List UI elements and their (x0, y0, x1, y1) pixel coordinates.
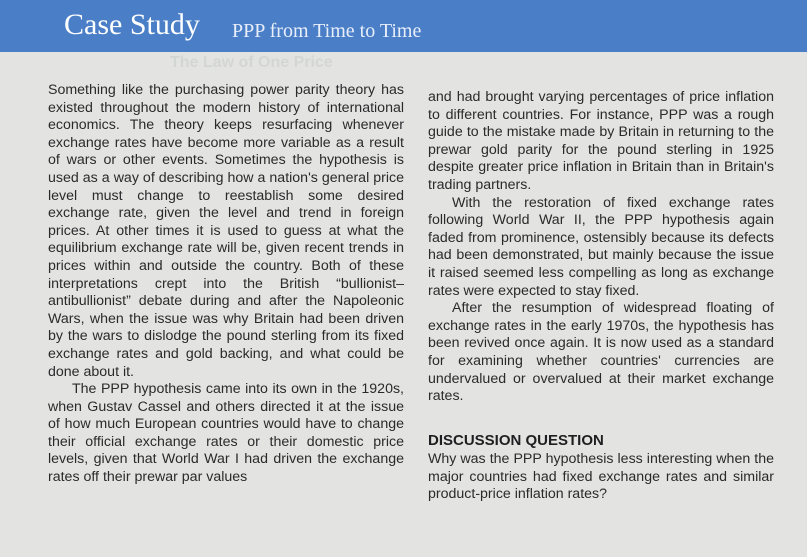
case-study-subtitle: PPP from Time to Time (232, 20, 422, 42)
paragraph-continuation: and had brought varying percentages of price inflation to different countries. For instance, PPP was a rough guide to the mistake made by Britain in returning to the prewar gold parity for the pound sterling in 1925 despite greater price inflation in Britain than in Britain's trading partners. (428, 89, 774, 193)
discussion-question-text: Why was the PPP hypothesis less interesting when the major countries had fixed exchange rates and similar product-price inflation rates? (428, 451, 774, 503)
paragraph-floating-rates: After the resumption of widespread floating of exchange rates in the early 1970s, the hypothesis has been revived once again. It is now used as a standard for examining whether countries' currencies are undervalued or overvalued at their market exchange rates. (428, 300, 774, 405)
case-study-header (0, 0, 807, 52)
left-text-column (48, 82, 404, 487)
paragraph-history: Something like the purchasing power parity theory has existed throughout the modern history of international economics. The theory keeps resurfacing whenever exchange rates have become more variable as a result of wars or other events. Sometimes the hypothesis is used as a way of describing how a nation's general price level must change to reestablish some desired exchange rate, given the level and trend in foreign prices. At other times it is used to guess at what the equilibrium exchange rate will be, given recent trends in prices within and outside the country. Both of these interpretations crept into the British “bullionist–antibullionist” debate during and after the Napoleonic Wars, when the issue was why Britain had been driven by the wars to dislodge the pound sterling from its fixed exchange rates and gold backing, and what could be done about it. (48, 82, 404, 380)
faded-background-heading: The Law of One Price (170, 54, 333, 71)
case-study-title: Case Study (64, 8, 200, 41)
right-text-column (428, 89, 774, 504)
paragraph-postwar: With the restoration of fixed exchange rates following World War II, the PPP hypothesis again faded from prominence, ostensibly because its defects had been demonstrated, but mainly because the issue it raised seemed less compelling as long as exchange rates were expected to stay fixed. (428, 194, 774, 299)
paragraph-1920s: The PPP hypothesis came into its own in the 1920s, when Gustav Cassel and others directed it at the issue of how much European countries would have to change their official exchange rates or their domestic price levels, given that World War I had driven the exchange rates off their prewar par values (48, 381, 404, 486)
discussion-question-heading: DISCUSSION QUESTION (428, 431, 604, 449)
